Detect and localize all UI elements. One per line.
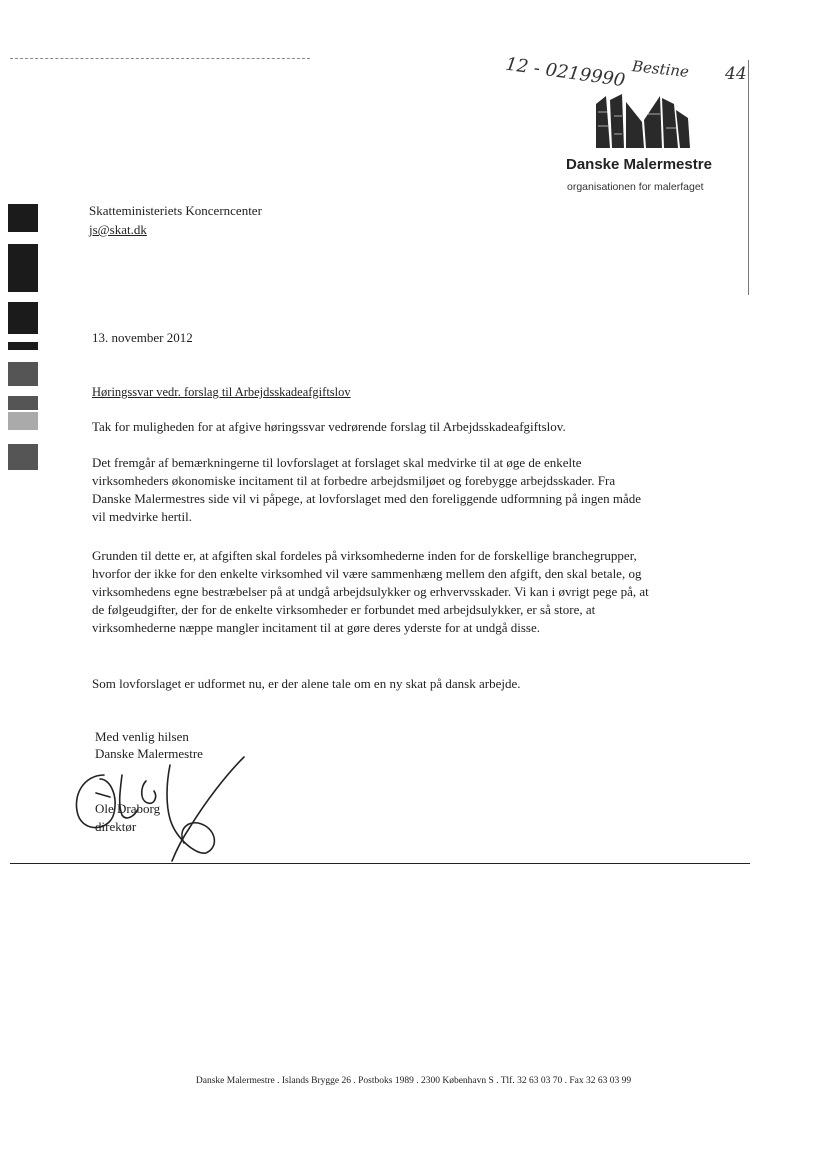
closing-greeting: Med venlig hilsen: [95, 729, 189, 744]
paragraph: Det fremgår af bemærkningerne til lovforslaget at forslaget skal medvirke til at øge de enkelte virksomheders økonomiske incitament til at forbedre arbejdsmiljøet og forebygge arbejdsskader. Fra Danske Malermestres side vil vi påpege, at lovforslaget med den foreliggende udformning på ingen måde vil medvirke hertil.: [92, 455, 642, 524]
paragraph: Grunden til dette er, at afgiften skal fordeles på virksomhederne inden for de forskellige branchegrupper, hvorfor der ikke for den enkelte virksomhed vil være sammenhæng mellem den afgift, den skal betale, og virksomhedens egne bestræbelser på at undgå arbejdsulykker og erhvervsskader. Vi kan i øvrigt pege på, at de følgeudgifter, der for de enkelte virksomheder er forbundet med arbejdsulykker, er så store, at virksomhederne næppe mangler incitament til at gøre deres yderste for at undgå disse.: [92, 548, 649, 635]
logo-tagline: organisationen for malerfaget: [567, 181, 704, 193]
scan-top-line: [10, 58, 310, 59]
scan-edge-mark: [8, 444, 38, 470]
handwritten-initials: Bestine: [631, 57, 690, 81]
scan-edge-mark: [8, 204, 38, 232]
logo-name: Danske Malermestre: [566, 156, 712, 173]
scan-edge-mark: [8, 412, 38, 430]
handwritten-case-number: 12 - 0219990: [504, 53, 627, 92]
recipient-name: Skatteministeriets Koncerncenter: [89, 203, 262, 218]
handwritten-page-number: 44: [725, 64, 747, 84]
scan-edge-mark: [8, 396, 38, 410]
scan-edge-mark: [8, 302, 38, 334]
signer-name: Ole Draborg: [95, 801, 161, 816]
letter-date: 13. november 2012: [92, 330, 193, 345]
scan-edge-mark: [8, 244, 38, 292]
closing-organization: Danske Malermestre: [95, 746, 203, 761]
page-divider: [10, 863, 750, 864]
scan-right-line: [748, 60, 749, 295]
signer-title: direktør: [95, 819, 137, 834]
signature-icon: [66, 735, 256, 865]
recipient-email[interactable]: js@skat.dk: [89, 222, 147, 237]
paragraph: Tak for muligheden for at afgive høringssvar vedrørende forslag til Arbejdsskadeafgiftslov.: [92, 419, 566, 434]
paragraph: Som lovforslaget er udformet nu, er der alene tale om en ny skat på dansk arbejde.: [92, 676, 521, 691]
footer-address: Danske Malermestre . Islands Brygge 26 . Postboks 1989 . 2300 København S . Tlf. 32 63 03 70 . Fax 32 63 03 99: [195, 1076, 632, 1086]
scan-edge-mark: [8, 342, 38, 350]
letter-subject: Høringssvar vedr. forslag til Arbejdsskadeafgiftslov: [92, 385, 351, 399]
scan-edge-mark: [8, 362, 38, 386]
logo-mark-icon: [592, 92, 692, 150]
